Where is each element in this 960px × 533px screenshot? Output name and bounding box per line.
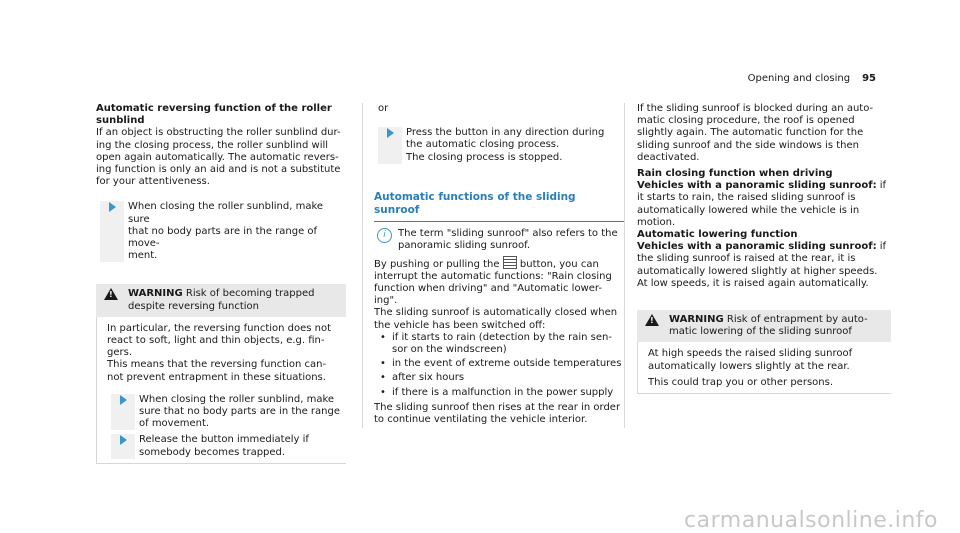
paragraph: The sliding sunroof then rises at the rear in order to continue ventilating the vehicle interior. <box>374 401 621 426</box>
warning-text: At high speeds the raised sliding sunroof automatically lowers slightly at the rear. <box>648 348 853 372</box>
section-heading: Automatic reversing function of the roller sunblind <box>96 103 332 127</box>
column-3 <box>637 103 891 394</box>
note: i The term "sliding sunroof" also refers to the panoramic sliding sunroof. <box>374 228 624 252</box>
subheading: Automatic lowering function <box>637 229 798 241</box>
warning-step: When closing the roller sunblind, make sure that no body parts are in the range of movement. <box>107 394 340 431</box>
list-item: • in the event of extreme outside temperatures <box>374 358 624 370</box>
paragraph: If the sliding sunroof is blocked during an auto- matic closing procedure, the roof is opened slightly again. The automatic function for the sliding sunroof and the side windows is then deactivated. <box>637 103 874 163</box>
sunroof-button-icon <box>503 256 517 269</box>
warning-box <box>637 310 891 394</box>
arrow-icon <box>120 435 127 445</box>
paragraph: By pushing or pulling the button, you can interrupt the automatic functions: "Rain closing function when driving" and "Automatic lower- ing". <box>374 256 624 308</box>
title-rule <box>374 221 624 222</box>
column-2 <box>374 103 624 426</box>
bullet-list <box>374 332 624 399</box>
watermark: carmanualsonline.info <box>684 507 938 533</box>
list-item: • after six hours <box>374 372 624 384</box>
arrow-icon <box>109 202 116 212</box>
warning-title: Risk of entrapment by auto- matic lowering of the sliding sunroof <box>669 314 868 338</box>
warning-label: WARNING <box>128 288 183 300</box>
warning-box <box>96 284 346 463</box>
warning-text: This could trap you or other persons. <box>648 376 834 388</box>
column-divider <box>624 103 625 428</box>
arrow-icon <box>387 128 394 138</box>
paragraph: The sliding sunroof is automatically closed when the vehicle has been switched off: <box>374 307 618 331</box>
column-divider <box>362 103 363 428</box>
warning-icon: ! <box>104 288 118 300</box>
instruction-step: When closing the roller sunblind, make sure that no body parts are in the range of move- ment. <box>96 201 346 262</box>
arrow-icon <box>120 395 127 405</box>
list-item: • if there is a malfunction in the power supply <box>374 387 624 399</box>
paragraph: Vehicles with a panoramic sliding sunroof: if the sliding sunroof is raised at the rear, it is automatically lowered slightly at higher speeds. At low speeds, it is raised again automatically. <box>637 241 887 289</box>
section-title: Automatic functions of the sliding sunroof <box>374 191 624 222</box>
warning-label: WARNING <box>669 314 724 326</box>
info-icon: i <box>377 228 392 243</box>
warning-title: Risk of becoming trapped despite reversing function <box>128 288 315 312</box>
instruction-step: Press the button in any direction during the automatic closing process. The closing process is stopped. <box>374 127 624 164</box>
or-text: or <box>378 103 389 114</box>
subheading: Rain closing function when driving <box>637 168 833 180</box>
warning-step: Release the button immediately if somebody becomes trapped. <box>107 434 340 458</box>
warning-icon: ! <box>645 314 659 326</box>
paragraph: Vehicles with a panoramic sliding sunroof: if it starts to rain, the raised sliding sunroof is automatically lowered while the vehicle is in motion. <box>637 180 887 228</box>
page-header <box>748 73 876 85</box>
warning-text: This means that the reversing function can- not prevent entrapment in these situations. <box>107 359 327 383</box>
section-title: Opening and closing <box>747 73 851 84</box>
list-item: • if it starts to rain (detection by the rain sen- sor on the windscreen) <box>374 332 624 356</box>
intro-paragraph: If an object is obstructing the roller sunblind dur- ing the closing process, the roller sunblind will open again automatically. The automatic revers- ing function is only an aid and is not a substitute for your attentiveness. <box>96 127 341 188</box>
page-number: 95 <box>862 73 876 84</box>
warning-text: In particular, the reversing function does not react to soft, light and thin objects, e.g. fin- gers. <box>107 322 332 359</box>
column-1 <box>96 103 346 464</box>
